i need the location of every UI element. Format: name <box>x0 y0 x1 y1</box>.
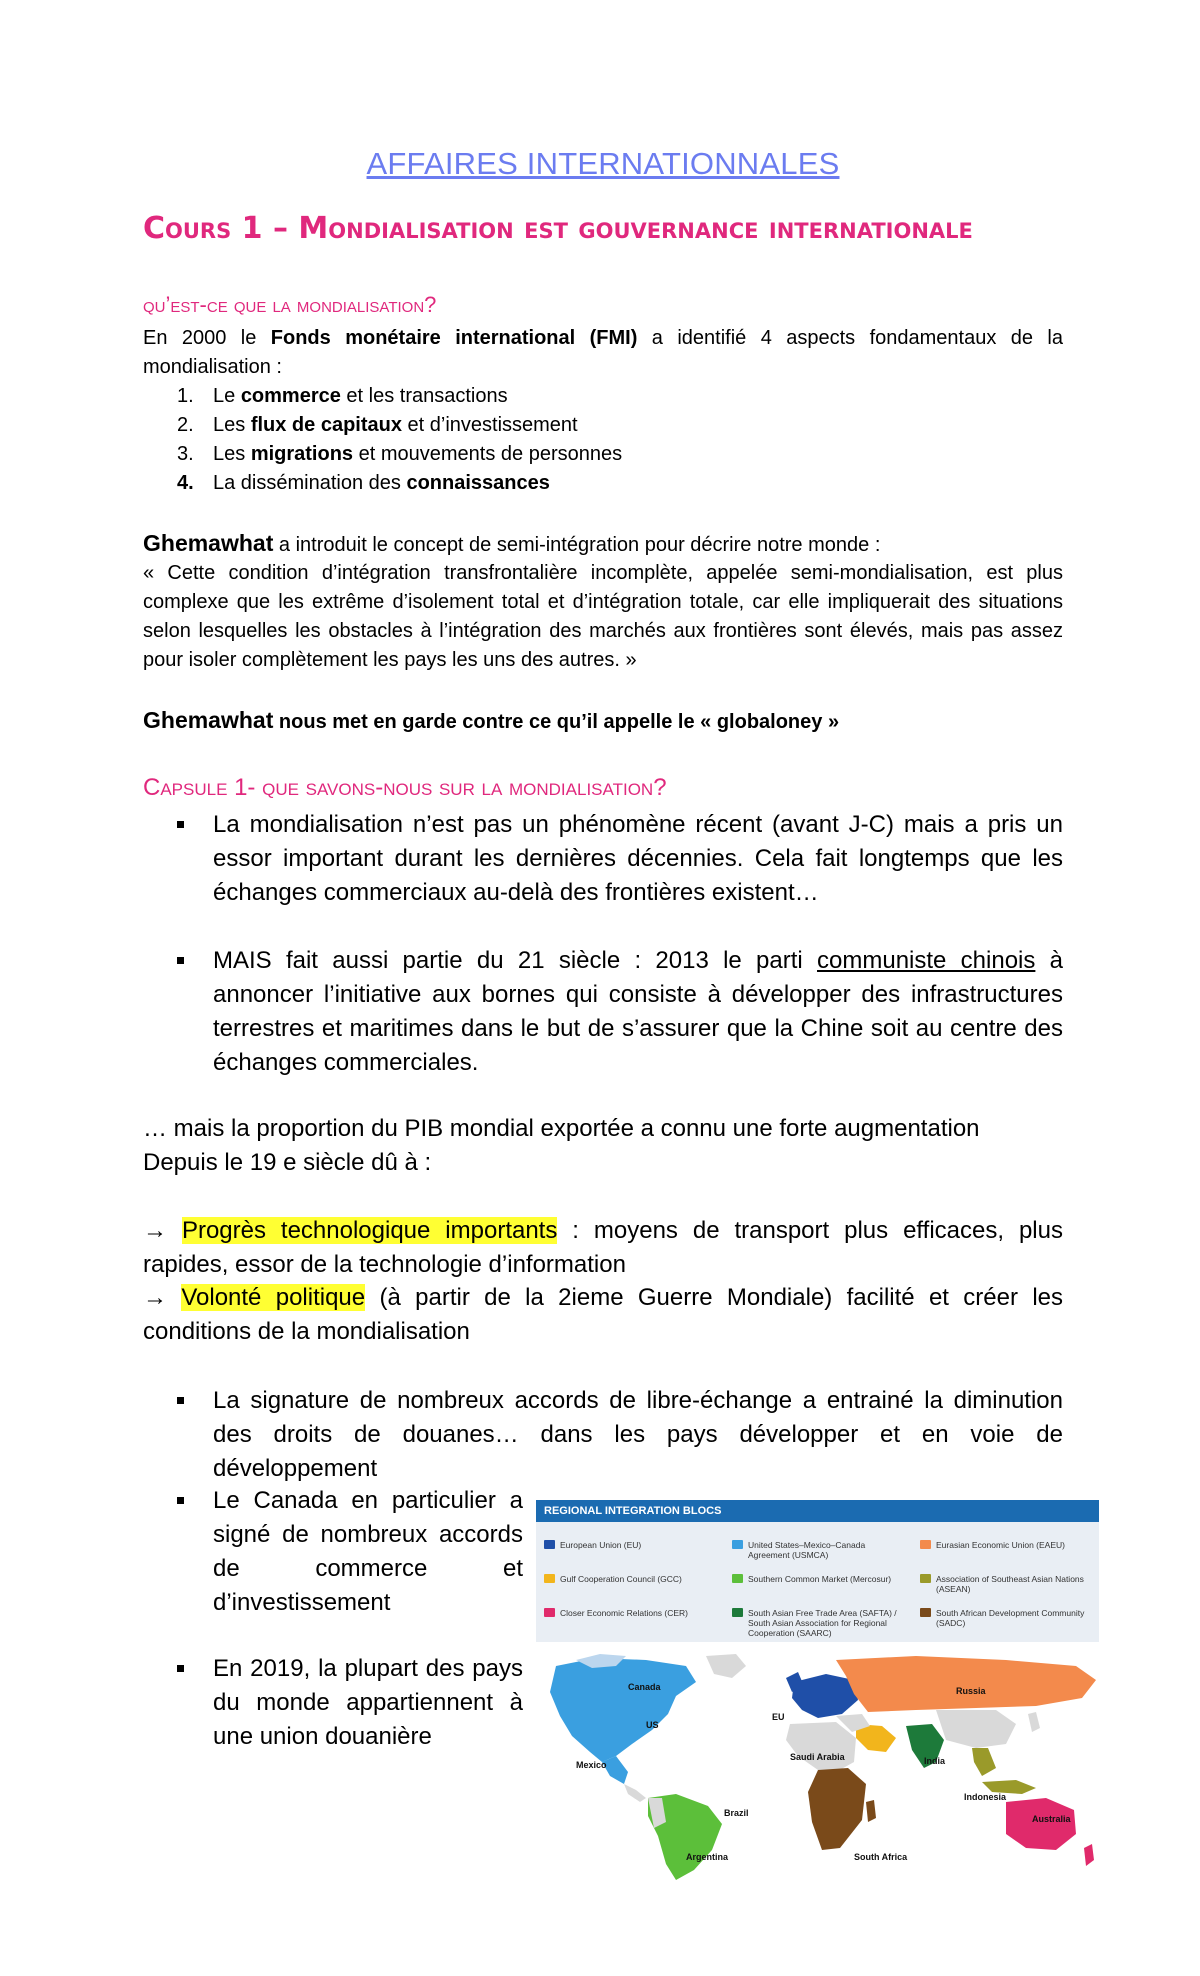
map-label-eu: EU <box>772 1712 785 1722</box>
arrow-right-icon: → <box>143 1217 167 1244</box>
map-label-brazil: Brazil <box>724 1808 749 1818</box>
legend-item: Gulf Cooperation Council (GCC) <box>560 1574 720 1584</box>
highlighted-text: Progrès technologique importants <box>181 1217 558 1244</box>
map-label-australia: Australia <box>1032 1814 1071 1824</box>
map-legend <box>536 1522 1099 1642</box>
list-item: En 2019, la plupart des pays du monde appartiennent à une union douanière <box>143 1652 523 1754</box>
list-item: 3. Les migrations et mouvements de personnes <box>177 443 623 465</box>
list-item: MAIS fait aussi partie du 21 siècle : 2013 le parti communiste chinois à annoncer l’initiative aux bornes qui consiste à développer des infrastructures terrestres et maritimes dans le but de s’assurer que la Chine soit au centre des échanges commerciales. <box>143 944 1063 1080</box>
list-item: 2. Les flux de capitaux et d’investissement <box>177 414 578 436</box>
ghemawhat-warning: Ghemawhat nous met en garde contre ce qu’il appelle le « globaloney » <box>143 707 840 733</box>
map-label-mexico: Mexico <box>576 1760 607 1770</box>
map-label-russia: Russia <box>956 1686 986 1696</box>
bullet-list-3 <box>143 1384 1063 1486</box>
pib-paragraph: … mais la proportion du PIB mondial exportée a connu une forte augmentation Depuis le 19 e siècle dû à : <box>143 1115 980 1176</box>
bullet-list-4 <box>143 1484 523 1620</box>
map-label-indonesia: Indonesia <box>964 1792 1007 1802</box>
legend-item: European Union (EU) <box>560 1540 720 1550</box>
capsule-heading: Capsule 1- que savons-nous sur la mondialisation? <box>143 774 667 801</box>
page-title: AFFAIRES INTERNATIONNALES <box>366 146 840 181</box>
map-label-us: US <box>646 1720 659 1730</box>
legend-item: Closer Economic Relations (CER) <box>560 1608 720 1618</box>
intro-paragraph: En 2000 le Fonds monétaire international (FMI) a identifié 4 aspects fondamentaux de la mondialisation : <box>143 327 1063 378</box>
map-label-south-africa: South Africa <box>854 1852 908 1862</box>
map-label-saudi-arabia: Saudi Arabia <box>790 1752 845 1762</box>
legend-item: United States–Mexico–Canada Agreement (USMCA) <box>748 1540 898 1560</box>
underlined-text: communiste chinois <box>817 947 1036 974</box>
aspects-list <box>143 382 622 498</box>
world-map-shapes <box>536 1652 1099 1881</box>
map-label-canada: Canada <box>628 1682 661 1692</box>
list-item: La signature de nombreux accords de libre-échange a entrainé la diminution des droits de douanes… dans les pays développer et en voie de développement <box>143 1384 1063 1486</box>
bullet-list-2 <box>143 944 1063 1080</box>
ghemawhat-intro: Ghemawhat a introduit le concept de semi-intégration pour décrire notre monde : <box>143 530 881 556</box>
regional-integration-map <box>536 1500 1099 1881</box>
bullet-list-1 <box>143 808 1063 910</box>
highlighted-text: Volonté politique <box>181 1284 366 1311</box>
legend-item: South Asian Free Trade Area (SAFTA) / South Asian Association for Regional Cooperation (SAARC) <box>748 1608 918 1638</box>
course-heading: Cours 1 – Mondialisation est gouvernance internationale <box>143 211 973 246</box>
map-label-argentina: Argentina <box>686 1852 729 1862</box>
list-item: 4. La dissémination des connaissances <box>177 472 550 494</box>
world-map <box>536 1652 1099 1881</box>
legend-item: Eurasian Economic Union (EAEU) <box>936 1540 1086 1550</box>
list-item: Le Canada en particulier a signé de nombreux accords de commerce et d’investissement <box>143 1484 523 1620</box>
ghemawhat-quote: « Cette condition d’intégration transfrontalière incomplète, appelée semi-mondialisation, est plus complexe que les extrême d’isolement total et d’intégration totale, car elle impliquerait des situations selon lesquelles les obstacles à l’intégration des marchés aux frontières sont élevés, mais pas assez pour isoler complètement les pays les uns des autres. » <box>143 562 1063 671</box>
arrow-right-icon: → <box>143 1284 167 1311</box>
map-header: REGIONAL INTEGRATION BLOCS <box>536 1500 1099 1522</box>
legend-item: South African Development Community (SADC) <box>936 1608 1086 1628</box>
list-item: La mondialisation n’est pas un phénomène récent (avant J-C) mais a pris un essor important durant les dernières décennies. Cela fait longtemps que les échanges commerciaux au-delà des frontières existent… <box>143 808 1063 910</box>
bullet-list-5 <box>143 1652 523 1754</box>
legend-item: Association of Southeast Asian Nations (ASEAN) <box>936 1574 1086 1594</box>
map-label-india: India <box>924 1756 946 1766</box>
legend-item: Southern Common Market (Mercosur) <box>748 1574 898 1584</box>
question-heading: qu’est-ce que la mondialisation? <box>143 292 437 317</box>
cause-1: → Progrès technologique importants : moyens de transport plus efficaces, plus rapides, essor de la technologie d’information <box>143 1217 1063 1278</box>
list-item: 1. Le commerce et les transactions <box>177 385 508 407</box>
cause-2: → Volonté politique (à partir de la 2ieme Guerre Mondiale) facilité et créer les conditions de la mondialisation <box>143 1284 1063 1345</box>
